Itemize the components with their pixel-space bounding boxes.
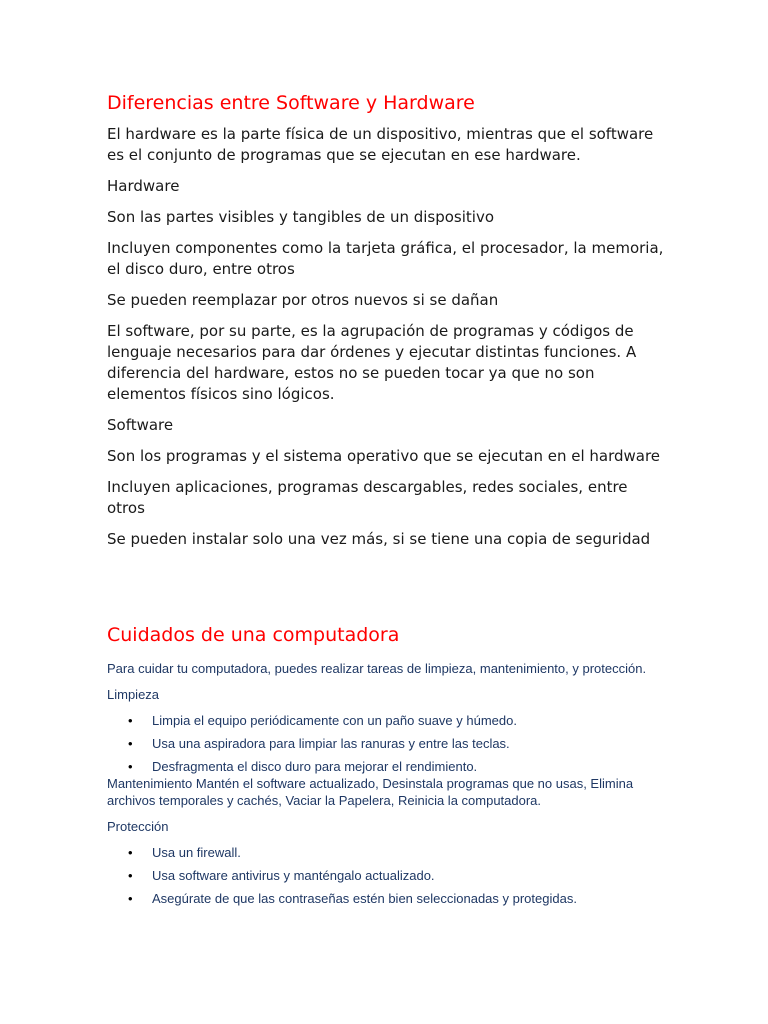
paragraph: El hardware es la parte física de un dispositivo, mientras que el software es el conjunto de programas que se ejecutan en ese hardware. xyxy=(107,125,654,164)
section-title: Diferencias entre Software y Hardware xyxy=(107,92,475,114)
limpieza-list xyxy=(107,712,667,775)
section-title: Cuidados de una computadora xyxy=(107,624,400,646)
paragraph: Software xyxy=(107,416,174,434)
bullet-icon: • xyxy=(128,845,133,860)
limpieza-label: Limpieza xyxy=(107,687,160,702)
list-item xyxy=(107,844,667,861)
paragraph: Hardware xyxy=(107,177,180,195)
paragraph: Incluyen aplicaciones, programas descargables, redes sociales, entre otros xyxy=(107,478,628,517)
paragraph: Se pueden instalar solo una vez más, si se tiene una copia de seguridad xyxy=(107,530,651,548)
proteccion-list xyxy=(107,844,667,907)
bullet-icon: • xyxy=(128,891,133,906)
section-software-hardware xyxy=(107,88,667,560)
list-item xyxy=(107,890,667,907)
bullet-icon: • xyxy=(128,736,133,751)
bullet-icon: • xyxy=(128,713,133,728)
list-item-text: Asegúrate de que las contraseñas estén bien seleccionadas y protegidas. xyxy=(152,891,577,906)
list-item-text: Usa un firewall. xyxy=(152,845,241,860)
paragraph: El software, por su parte, es la agrupación de programas y códigos de lenguaje necesarios para dar órdenes y ejecutar distintas funciones. A diferencia del hardware, estos no se pueden tocar ya que no son elementos físicos sino lógicos. xyxy=(107,322,637,403)
list-item-text: Usa software antivirus y manténgalo actualizado. xyxy=(152,868,435,883)
bullet-icon: • xyxy=(128,868,133,883)
list-item xyxy=(107,735,667,752)
paragraph: Son las partes visibles y tangibles de un dispositivo xyxy=(107,208,495,226)
list-item xyxy=(107,712,667,729)
list-item xyxy=(107,758,667,775)
paragraph: Son los programas y el sistema operativo que se ejecutan en el hardware xyxy=(107,447,661,465)
list-item-text: Usa una aspiradora para limpiar las ranuras y entre las teclas. xyxy=(152,736,510,751)
paragraph: Incluyen componentes como la tarjeta gráfica, el procesador, la memoria, el disco duro, entre otros xyxy=(107,239,664,278)
proteccion-label: Protección xyxy=(107,819,169,834)
mantenimiento-paragraph: Mantenimiento Mantén el software actualizado, Desinstala programas que no usas, Elimina archivos temporales y cachés, Vaciar la Papelera, Reinicia la computadora. xyxy=(107,776,634,808)
section-cuidados xyxy=(107,620,667,913)
bullet-icon: • xyxy=(128,759,133,774)
paragraph: Se pueden reemplazar por otros nuevos si se dañan xyxy=(107,291,499,309)
list-item xyxy=(107,867,667,884)
list-item-text: Desfragmenta el disco duro para mejorar el rendimiento. xyxy=(152,759,478,774)
list-item-text: Limpia el equipo periódicamente con un paño suave y húmedo. xyxy=(152,713,517,728)
intro-paragraph: Para cuidar tu computadora, puedes realizar tareas de limpieza, mantenimiento, y protección. xyxy=(107,661,647,676)
